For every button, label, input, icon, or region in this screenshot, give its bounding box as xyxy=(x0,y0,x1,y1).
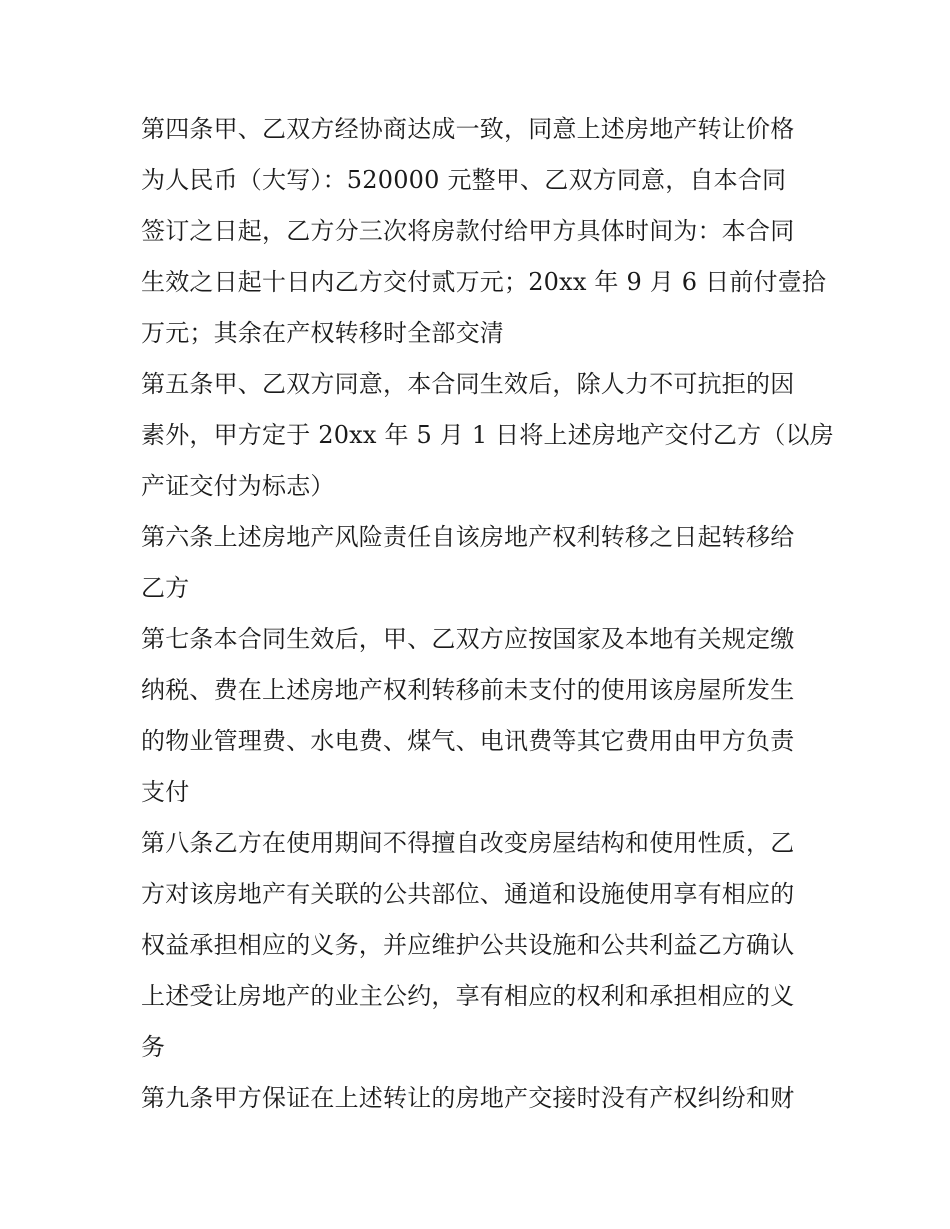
text-line: 签订之日起，乙方分三次将房款付给甲方具体时间为：本合同 xyxy=(141,217,795,245)
text-line: 生效之日起十日内乙方交付贰万元；20xx 年 9 月 6 日前付壹拾 xyxy=(141,268,827,296)
text-line: 纳税、费在上述房地产权利转移前未支付的使用该房屋所发生 xyxy=(141,676,795,704)
text-line: 第七条本合同生效后，甲、乙双方应按国家及本地有关规定缴 xyxy=(141,625,795,653)
text-line: 第五条甲、乙双方同意，本合同生效后，除人力不可抗拒的因 xyxy=(141,370,795,398)
document-body xyxy=(141,104,834,1124)
text-line: 产证交付为标志） xyxy=(141,472,335,500)
text-line: 第四条甲、乙双方经协商达成一致，同意上述房地产转让价格 xyxy=(141,115,795,143)
text-line: 支付 xyxy=(141,778,190,806)
text-line: 的物业管理费、水电费、煤气、电讯费等其它费用由甲方负责 xyxy=(141,727,795,755)
text-line: 乙方 xyxy=(141,574,190,602)
text-line: 第八条乙方在使用期间不得擅自改变房屋结构和使用性质，乙 xyxy=(141,829,795,857)
text-line: 上述受让房地产的业主公约，享有相应的权利和承担相应的义 xyxy=(141,982,795,1010)
text-line: 素外，甲方定于 20xx 年 5 月 1 日将上述房地产交付乙方（以房 xyxy=(141,421,834,449)
text-line: 方对该房地产有关联的公共部位、通道和设施使用享有相应的 xyxy=(141,880,795,908)
text-line: 务 xyxy=(141,1033,166,1061)
text-line: 第六条上述房地产风险责任自该房地产权利转移之日起转移给 xyxy=(141,523,795,551)
text-line: 为人民币（大写）：520000 元整甲、乙双方同意，自本合同 xyxy=(141,166,787,194)
text-line: 第九条甲方保证在上述转让的房地产交接时没有产权纠纷和财 xyxy=(141,1084,795,1112)
text-line: 权益承担相应的义务，并应维护公共设施和公共利益乙方确认 xyxy=(141,931,795,959)
text-line: 万元；其余在产权转移时全部交清 xyxy=(141,319,504,347)
